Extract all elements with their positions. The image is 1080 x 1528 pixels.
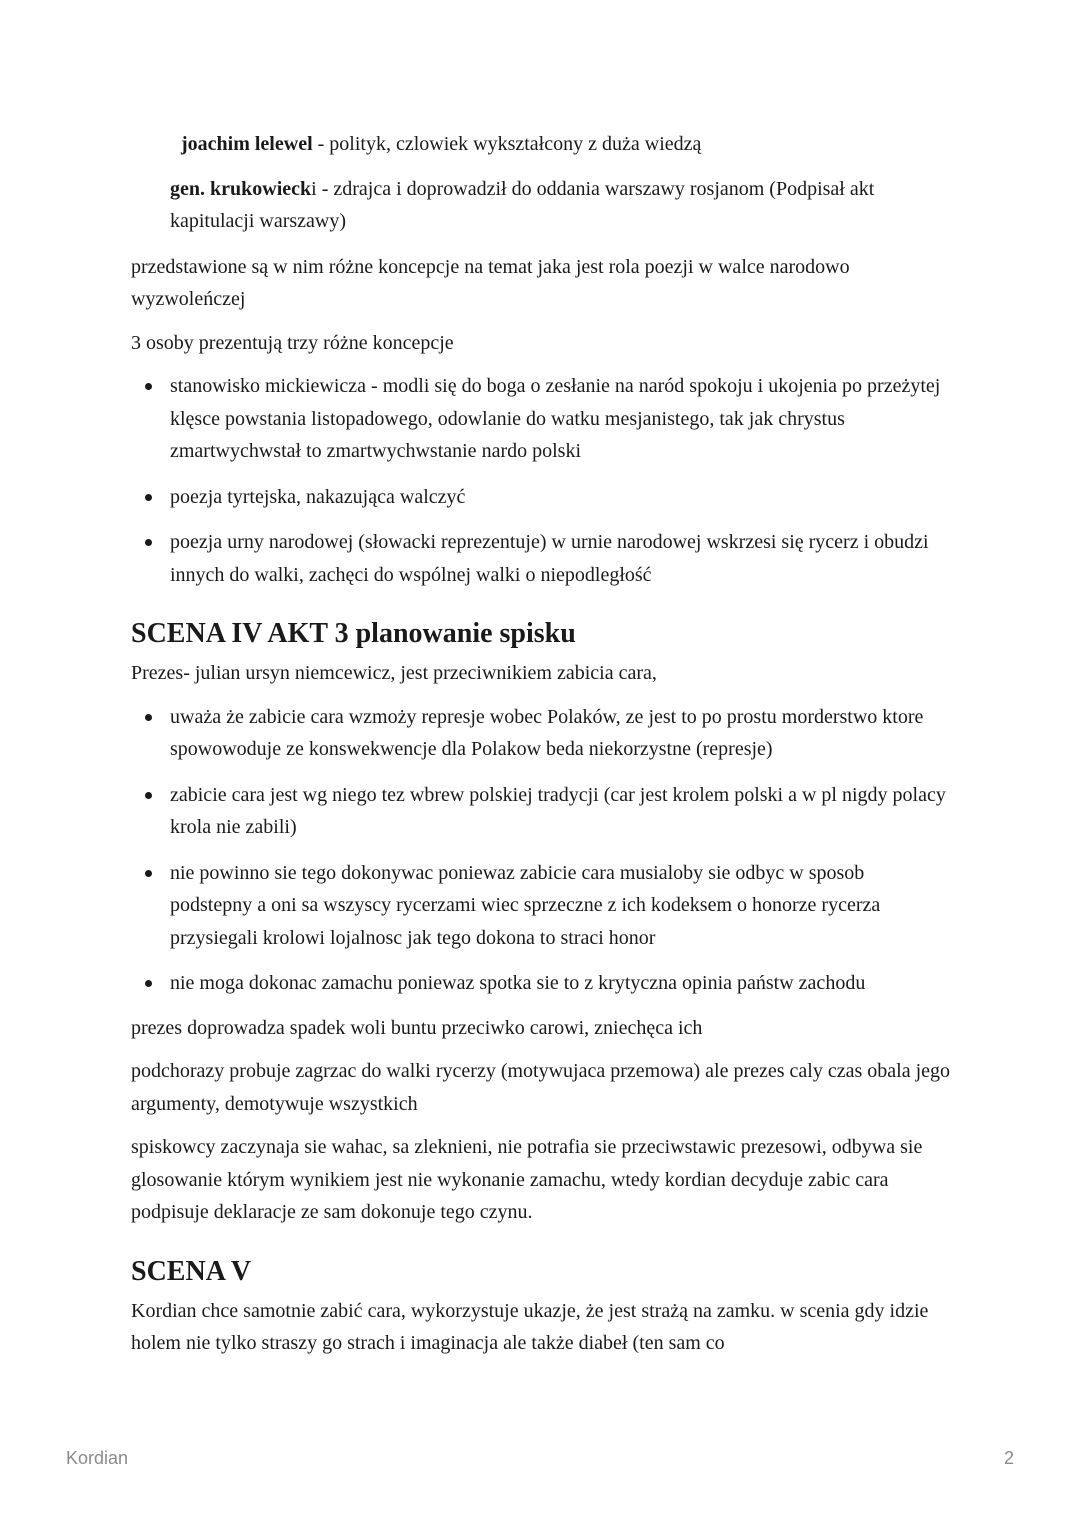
- scena-v-heading: SCENA V: [131, 1255, 252, 1287]
- krukowiecki-name-tail: i: [311, 177, 317, 200]
- krukowiecki-entry: [131, 173, 951, 238]
- lelewel-desc: - polityk, czlowiek wykształcony z duża wiedzą: [312, 133, 702, 155]
- list-item: poezja tyrtejska, nakazująca walczyć: [131, 481, 951, 514]
- list-item: poezja urny narodowej (słowacki reprezentuje) w urnie narodowej wskrzesi się rycerz i obudzi innych do walki, zachęci do wspólnej walki o niepodległość: [131, 526, 951, 591]
- list-item: nie moga dokonac zamachu poniewaz spotka sie to z krytyczna opinia państw zachodu: [131, 967, 951, 1000]
- footer-document-title: Kordian: [66, 1448, 129, 1468]
- krukowiecki-desc: - zdrajca i doprowadził do oddania warszawy rosjanom (Podpisał akt kapitulacji warszawy): [170, 177, 875, 232]
- lelewel-name: joachim lelewel: [181, 133, 313, 155]
- three-concepts-paragraph: 3 osoby prezentują trzy różne koncepcje: [131, 331, 454, 354]
- scena-iv-heading: SCENA IV AKT 3 planowanie spisku: [131, 618, 576, 649]
- prezes-intro-paragraph: Prezes- julian ursyn niemcewicz, jest przeciwnikiem zabicia cara,: [131, 662, 657, 684]
- concepts-list: [131, 370, 951, 591]
- poetry-role-paragraph: przedstawione są w nim różne koncepcje na temat jaka jest rola poezji w walce narodowo wyzwoleńczej: [131, 255, 850, 310]
- prezes-arguments-list: [131, 701, 951, 1000]
- page-content: [131, 128, 951, 1371]
- spiskowcy-paragraph: spiskowcy zaczynaja sie wahac, sa zleknieni, nie potrafia sie przeciwstawic prezesowi, odbywa sie glosowanie którym wynikiem jest nie wykonanie zamachu, wtedy kordian decyduje zabic cara podpisuje deklaracje ze sam dokonuje tego czynu.: [131, 1136, 923, 1223]
- list-item: stanowisko mickiewicza - modli się do boga o zesłanie na naród spokoju i ukojenia po przeżytej klęsce powstania listopadowego, odowlanie do watku mesjanistego, tak jak chrystus zmartwychwstał to zmartwychwstanie nardo polski: [131, 370, 951, 468]
- kordian-paragraph: Kordian chce samotnie zabić cara, wykorzystuje ukazje, że jest strażą na zamku. w scenia gdy idzie holem nie tylko straszy go strach i imaginacja ale także diabeł (ten sam co: [131, 1299, 929, 1354]
- footer-page-number: 2: [1003, 1448, 1014, 1468]
- list-item: uważa że zabicie cara wzmoży represje wobec Polaków, ze jest to po prostu morderstwo ktore spowowoduje ze konswekwencje dla Polakow beda niekorzystne (represje): [131, 701, 951, 766]
- prezes-effect-paragraph: prezes doprowadza spadek woli buntu przeciwko carowi, zniechęca ich: [131, 1016, 703, 1039]
- list-item: nie powinno sie tego dokonywac poniewaz zabicie cara musialoby sie odbyc w sposob podstepny a oni sa wszyscy rycerzami wiec sprzeczne z ich kodeksem o honorze rycerza przysiegali krolowi lojalnosc jak tego dokona to straci honor: [131, 857, 951, 955]
- list-item: zabicie cara jest wg niego tez wbrew polskiej tradycji (car jest krolem polski a w pl nigdy polacy krola nie zabili): [131, 779, 951, 844]
- krukowiecki-name: gen. krukowieck: [170, 177, 312, 200]
- podchorazy-paragraph: podchorazy probuje zagrzac do walki rycerzy (motywujaca przemowa) ale prezes caly czas obala jego argumenty, demotywuje wszystkich: [131, 1060, 951, 1115]
- lelewel-entry: [131, 128, 951, 161]
